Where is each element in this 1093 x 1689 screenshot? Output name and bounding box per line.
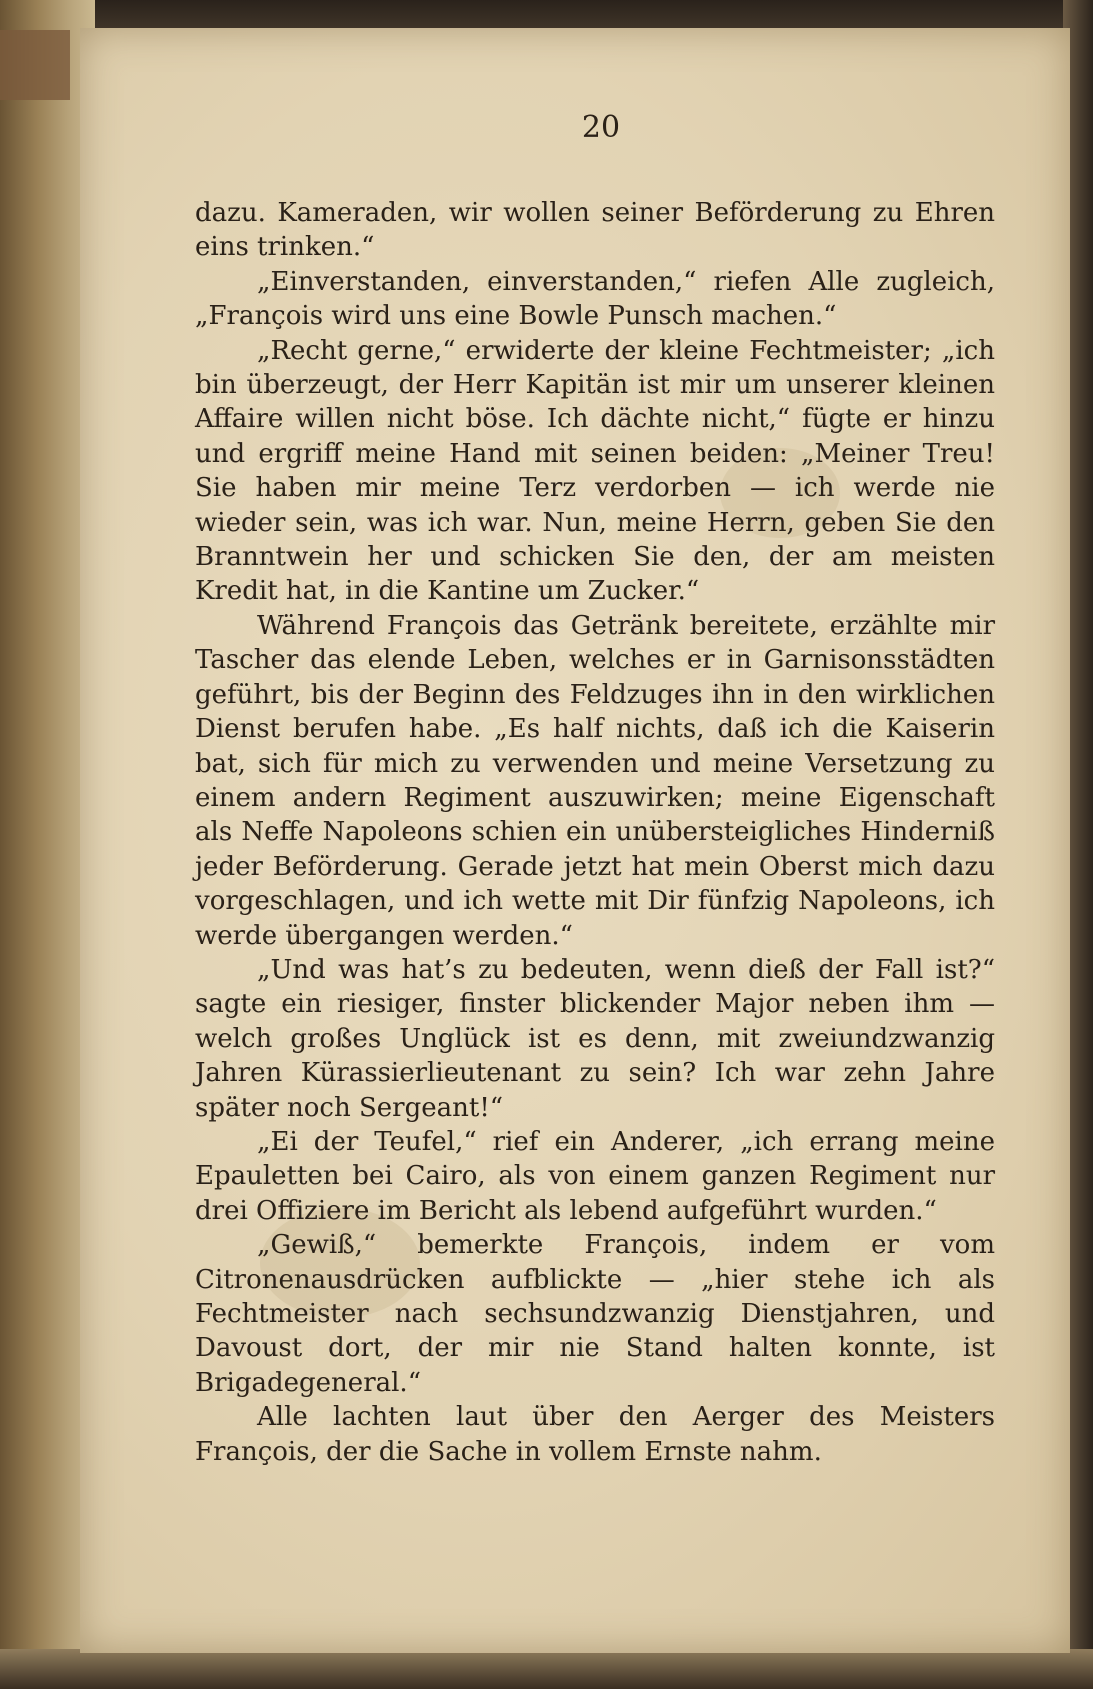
book-bottom-edge	[0, 1649, 1093, 1689]
paragraph: dazu. Kameraden, wir wollen seiner Beförderung zu Ehren eins trinken.“	[195, 198, 995, 263]
book-page	[80, 28, 1070, 1653]
paragraph: „Recht gerne,“ erwiderte der kleine Fechtmeister; „ich bin überzeugt, der Herr Kapitän ist mir um unserer kleinen Affaire willen nicht böse. Ich dächte nicht,“ fügte er hinzu und ergriff meine Hand mit seinen beiden: „Meiner Treu! Sie haben mir meine Terz verdorben — ich werde nie wieder sein, was ich war. Nun, meine Herrn, geben Sie den Branntwein her und schicken Sie den, der am meisten Kredit hat, in die Kantine um Zucker.“	[195, 335, 995, 607]
paragraph: „Ei der Teufel,“ rief ein Anderer, „ich errang meine Epauletten bei Cairo, als von einem ganzen Regiment nur drei Offiziere im Bericht als lebend aufgeführt wurden.“	[195, 1126, 995, 1226]
paragraph: „Gewiß,“ bemerkte François, indem er vom Citronenausdrücken aufblickte — „hier stehe ich als Fechtmeister nach sechsundzwanzig Dienstjahren, und Davoust dort, der mir nie Stand halten konnte, ist Brigadegeneral.“	[195, 1230, 995, 1398]
paragraph: „Und was hat’s zu bedeuten, wenn dieß der Fall ist?“ sagte ein riesiger, finster blickender Major neben ihm — welch großes Unglück ist es denn, mit zweiundzwanzig Jahren Kürassierlieutenant zu sein? Ich war zehn Jahre später noch Sergeant!“	[195, 954, 995, 1123]
page-text	[195, 196, 995, 1469]
paragraph: Während François das Getränk bereitete, erzählte mir Tascher das elende Leben, welches er in Garnisonsstädten geführt, bis der Beginn des Feldzuges ihn in den wirklichen Dienst berufen habe. „Es half nichts, daß ich die Kaiserin bat, sich für mich zu verwenden und meine Versetzung zu einem andern Regiment auszuwirken; meine Eigenschaft als Neffe Napoleons schien ein unübersteigliches Hinderniß jeder Beförderung. Gerade jetzt hat mein Oberst mich dazu vorgeschlagen, und ich wette mit Dir fünfzig Napoleons, ich werde übergangen werden.“	[195, 610, 995, 951]
page-number: 20	[581, 110, 621, 145]
paragraph: „Einverstanden, einverstanden,“ riefen Alle zugleich, „François wird uns eine Bowle Punsch machen.“	[195, 266, 995, 332]
paragraph: Alle lachten laut über den Aerger des Meisters François, der die Sache in vollem Ernste nahm.	[195, 1402, 995, 1467]
